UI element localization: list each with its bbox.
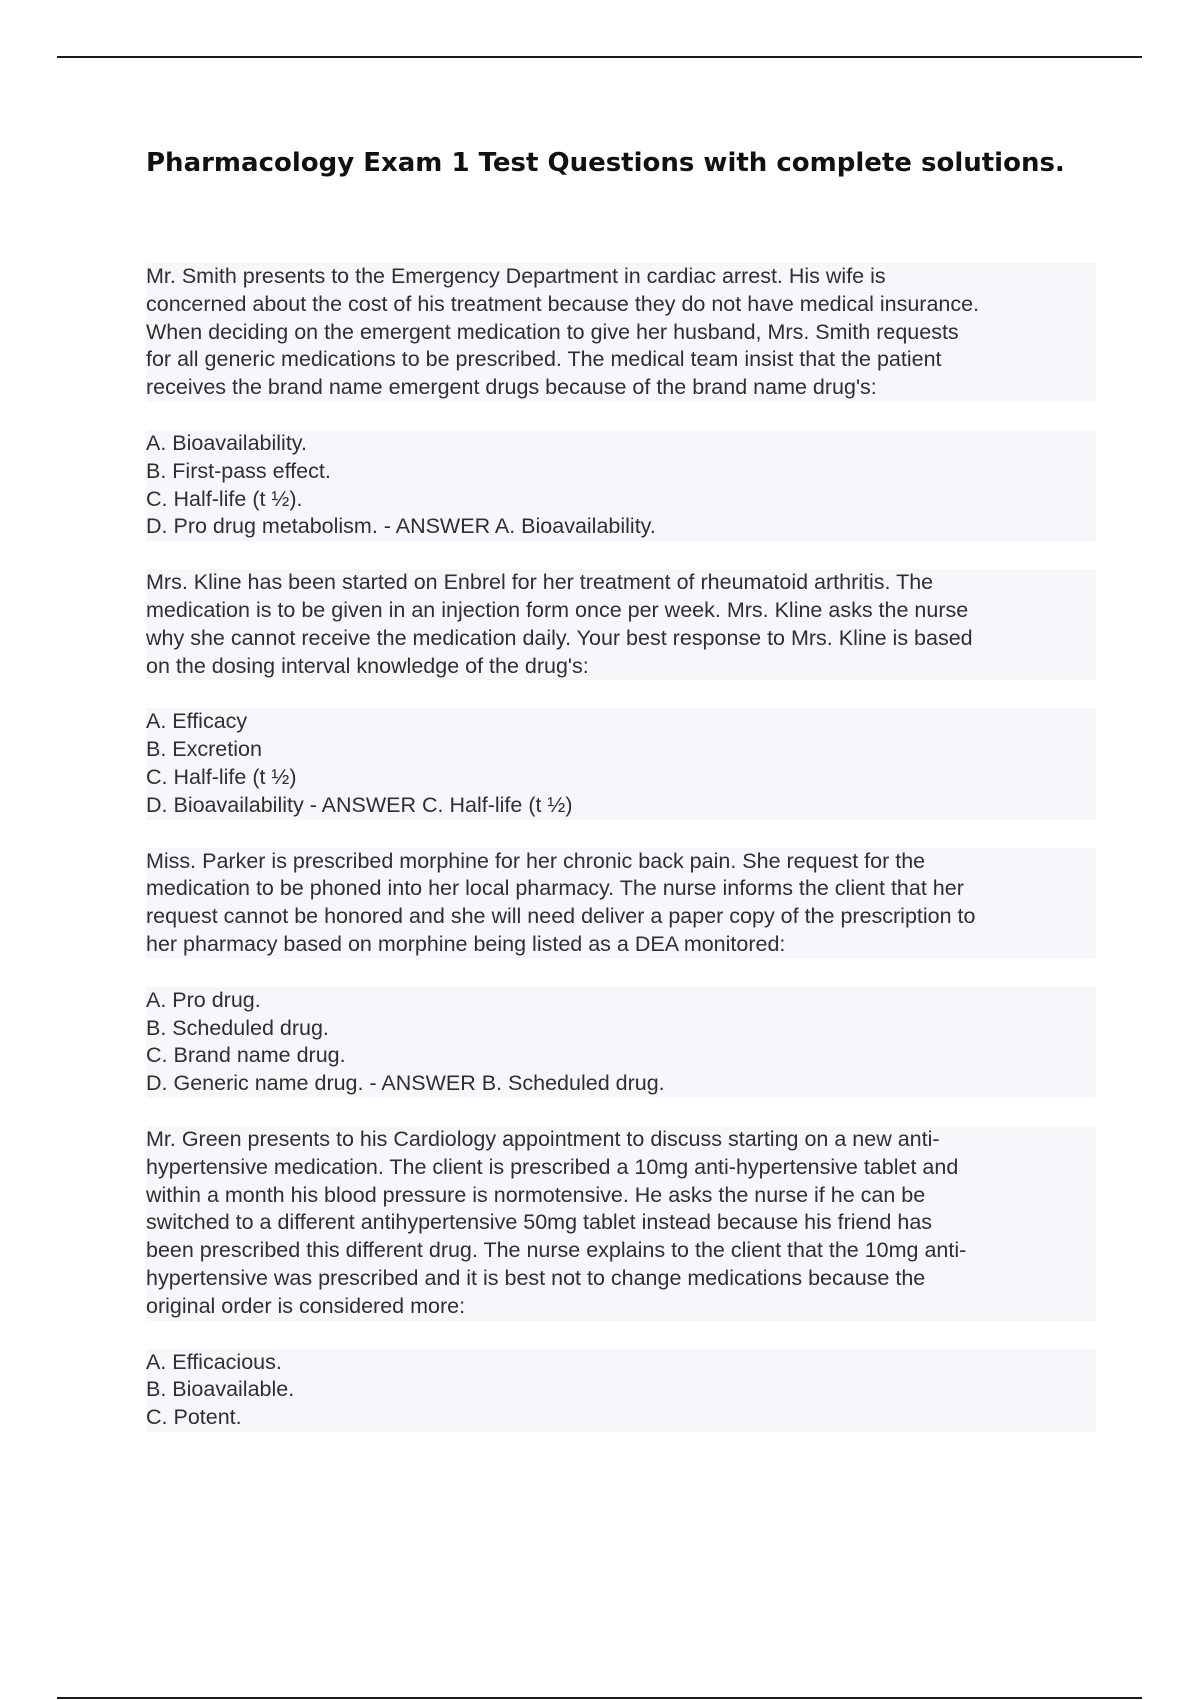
- stem-line: for all generic medications to be prescribed. The medical team insist that the patient: [146, 346, 1096, 374]
- stem-line: request cannot be honored and she will need deliver a paper copy of the prescription to: [146, 903, 1096, 931]
- stem-line: hypertensive medication. The client is prescribed a 10mg anti-hypertensive tablet and: [146, 1154, 1096, 1182]
- option-d-with-answer: D. Bioavailability - ANSWER C. Half-life (t ½): [146, 792, 1096, 820]
- document-title: Pharmacology Exam 1 Test Questions with complete solutions.: [146, 148, 1065, 178]
- question-3: [146, 848, 1096, 1098]
- question-stem: [146, 1126, 1096, 1321]
- stem-line: Mrs. Kline has been started on Enbrel for her treatment of rheumatoid arthritis. The: [146, 569, 1096, 597]
- answer-options: [146, 430, 1096, 541]
- option-b: B. Bioavailable.: [146, 1376, 1096, 1404]
- option-a: A. Pro drug.: [146, 987, 1096, 1015]
- question-stem: [146, 263, 1096, 402]
- stem-line: hypertensive was prescribed and it is best not to change medications because the: [146, 1265, 1096, 1293]
- option-b: B. First-pass effect.: [146, 458, 1096, 486]
- question-1: [146, 263, 1096, 541]
- option-c: C. Potent.: [146, 1404, 1096, 1432]
- stem-line: When deciding on the emergent medication to give her husband, Mrs. Smith requests: [146, 319, 1096, 347]
- option-a: A. Efficacy: [146, 708, 1096, 736]
- answer-options: [146, 987, 1096, 1098]
- stem-line: Miss. Parker is prescribed morphine for her chronic back pain. She request for the: [146, 848, 1096, 876]
- stem-line: receives the brand name emergent drugs because of the brand name drug's:: [146, 374, 1096, 402]
- stem-line: switched to a different antihypertensive 50mg tablet instead because his friend has: [146, 1209, 1096, 1237]
- stem-line: on the dosing interval knowledge of the drug's:: [146, 653, 1096, 681]
- option-d-with-answer: D. Pro drug metabolism. - ANSWER A. Bioavailability.: [146, 513, 1096, 541]
- stem-line: Mr. Smith presents to the Emergency Department in cardiac arrest. His wife is: [146, 263, 1096, 291]
- question-4: [146, 1126, 1096, 1432]
- option-b: B. Scheduled drug.: [146, 1015, 1096, 1043]
- stem-line: within a month his blood pressure is normotensive. He asks the nurse if he can be: [146, 1182, 1096, 1210]
- stem-line: Mr. Green presents to his Cardiology appointment to discuss starting on a new anti-: [146, 1126, 1096, 1154]
- stem-line: medication is to be given in an injection form once per week. Mrs. Kline asks the nurse: [146, 597, 1096, 625]
- option-a: A. Efficacious.: [146, 1349, 1096, 1377]
- option-c: C. Half-life (t ½).: [146, 486, 1096, 514]
- option-d-with-answer: D. Generic name drug. - ANSWER B. Scheduled drug.: [146, 1070, 1096, 1098]
- option-c: C. Brand name drug.: [146, 1042, 1096, 1070]
- answer-options: [146, 708, 1096, 819]
- question-2: [146, 569, 1096, 819]
- option-a: A. Bioavailability.: [146, 430, 1096, 458]
- option-b: B. Excretion: [146, 736, 1096, 764]
- question-stem: [146, 848, 1096, 959]
- stem-line: her pharmacy based on morphine being listed as a DEA monitored:: [146, 931, 1096, 959]
- stem-line: been prescribed this different drug. The nurse explains to the client that the 10mg anti-: [146, 1237, 1096, 1265]
- stem-line: why she cannot receive the medication daily. Your best response to Mrs. Kline is based: [146, 625, 1096, 653]
- option-c: C. Half-life (t ½): [146, 764, 1096, 792]
- answer-options: [146, 1349, 1096, 1432]
- header-rule: [57, 56, 1142, 58]
- stem-line: medication to be phoned into her local pharmacy. The nurse informs the client that her: [146, 875, 1096, 903]
- stem-line: concerned about the cost of his treatment because they do not have medical insurance.: [146, 291, 1096, 319]
- stem-line: original order is considered more:: [146, 1293, 1096, 1321]
- question-list: [146, 263, 1096, 1460]
- footer-rule: [57, 1697, 1142, 1699]
- question-stem: [146, 569, 1096, 680]
